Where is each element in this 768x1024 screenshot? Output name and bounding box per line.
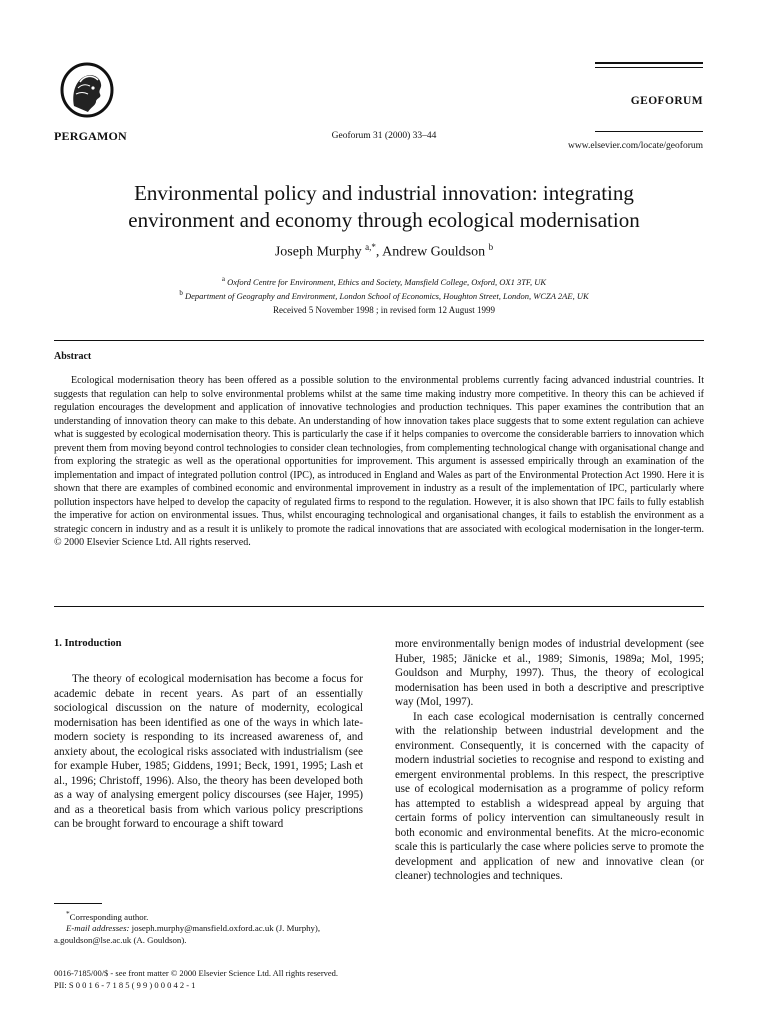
body-paragraph: more environmentally benign modes of industrial development (see Huber, 1985; Jänicke et al., 1989; Simonis, 1989a; Mol, 1995; Gouldson and Murphy, 1997). Thus, the theory of ecological modernisation has been used in both a descriptive and prescriptive way (Mol, 1997). xyxy=(395,638,704,708)
header-rule xyxy=(595,62,703,64)
author-name: Andrew Gouldson xyxy=(382,244,486,260)
affiliations xyxy=(0,274,768,302)
pii-line: PII: S 0 0 1 6 - 7 1 8 5 ( 9 9 ) 0 0 0 4 2 - 1 xyxy=(54,980,196,990)
abstract-rule-bottom xyxy=(54,606,704,607)
affiliation-mark: b xyxy=(179,288,183,297)
footnote-emails xyxy=(54,923,363,946)
journal-name: GEOFORUM xyxy=(630,95,703,107)
affiliation-b xyxy=(0,288,768,302)
header-rule xyxy=(595,131,703,132)
article-title xyxy=(40,180,728,234)
body-paragraph: In each case ecological modernisation is centrally concerned with the relationship between industrial development and the environment. Consequently, it is concerned with the capacity of modern industrial societies to recognise and respond to existing and emergent environmental problems. In this respect, the prescriptive use of ecological modernisation as a programme of policy reform has attempted to establish a widespread appeal by arguing that certain forms of policy intervention can simultaneously result in both economic and environmental benefits. At the micro-economic scale this is particularly the case where policies serve to promote the development and application of new and innovative clean (or cleaner) technologies and techniques. xyxy=(395,710,704,882)
copyright-line: 0016-7185/00/$ - see front matter © 2000 Elsevier Science Ltd. All rights reserved. xyxy=(54,968,339,978)
author-affiliation-mark: a,* xyxy=(365,242,376,252)
footnote-text: Corresponding author. xyxy=(69,911,149,922)
footnote-corresponding xyxy=(54,908,363,923)
title-line: environment and economy through ecological modernisation xyxy=(128,208,640,232)
received-dates: Received 5 November 1998 ; in revised form 12 August 1999 xyxy=(273,305,495,315)
section-heading: 1. Introduction xyxy=(54,638,122,649)
footnote-rule xyxy=(54,903,102,904)
affiliation-mark: a xyxy=(221,275,226,283)
author-name: Joseph Murphy xyxy=(274,244,362,260)
publisher-logo xyxy=(60,62,114,118)
publisher-name: PERGAMON xyxy=(54,129,127,143)
abstract-heading: Abstract xyxy=(54,351,92,362)
header-rule xyxy=(595,67,703,68)
author-list xyxy=(0,242,768,261)
abstract-text: Ecological modernisation theory has been offered as a possible solution to the environmental problems currently facing advanced industrial countries. It suggests that regulation can help to solve environmental problems whilst at the same time making industry more competitive. In theory this can be achieved if regulation encourages the development and application of innovative technologies and production techniques. This paper examines the contribution that an understanding of innovation theory can make to this debate. An understanding of how innovation takes place suggests that to some extent regulation can achieve what is suggested by ecological modernisation theory. This is particularly the case if it helps companies to overcome the considerable barriers to innovation which prevent them from moving beyond control technologies to consider clean technologies, from complementing technological change with organisational change and from exploring the strategic as well as the operational opportunities for improvement. This argument is assessed empirically through an examination of the implementation and impact of integrated pollution control (IPC), as introduced in England and Wales as part of the Environmental Protection Act 1990. Here it is shown that there are examples of combined economic and environmental improvement in industry as a result of the implementation of IPC, particularly where pollution inspectors have helped to develop the capacity of regulated firms to respond to the regulation. However, it is also shown that IPC fails to fully establish the imperative for action on environmental issues. Thus, whilst encouraging technological and organisational changes, it fails to establish the environment as a strategic concern in industry and as a result it is unlikely to promote the radical innovations that are associated with ecological modernisation in the longer-term. © 2000 Elsevier Science Ltd. All rights reserved. xyxy=(54,375,704,548)
journal-url[interactable]: www.elsevier.com/locate/geoforum xyxy=(568,141,703,151)
affiliation-text: Department of Geography and Environment, London School of Economics, Houghton Street, London, WCZA 2AE, UK xyxy=(184,290,589,301)
body-left-column: The theory of ecological modernisation has become a focus for academic debate in recent years. As part of an essentially sociological discussion on the nature of modernity, ecological modernisation has been identified as one of the ways in which late-modern society is responding to its increased awareness of, and anxiety about, the ecological risks associated with industrialism (see for example Huber, 1985; Giddens, 1991; Beck, 1991, 1995; Lash et al., 1996; Christoff, 1996). Also, the theory has been developed both as a way of analysing emergent policy discourses (see Hajer, 1995) and as a theoretical basis from which various policy prescriptions can be brought forward to encourage a shift toward xyxy=(54,673,363,830)
email-addresses[interactable]: joseph.murphy@mansfield.oxford.ac.uk (J. Murphy), a.gouldson@lse.ac.uk (A. Gouldson). xyxy=(54,923,321,945)
email-label: E-mail addresses: xyxy=(66,923,130,934)
title-line: Environmental policy and industrial innovation: integrating xyxy=(134,181,634,205)
journal-citation: Geoforum 31 (2000) 33–44 xyxy=(331,131,437,141)
author-affiliation-mark: b xyxy=(488,242,494,252)
author-separator: , xyxy=(375,244,383,260)
page-footer xyxy=(54,967,338,991)
affiliation-a xyxy=(0,274,768,288)
footnote xyxy=(54,908,363,946)
body-right-column xyxy=(395,637,704,884)
footnote-mark: * xyxy=(66,909,70,918)
affiliation-text: Oxford Centre for Environment, Ethics and Society, Mansfield College, Oxford, OX1 3TF, UK xyxy=(227,276,547,287)
abstract-rule-top xyxy=(54,340,704,341)
